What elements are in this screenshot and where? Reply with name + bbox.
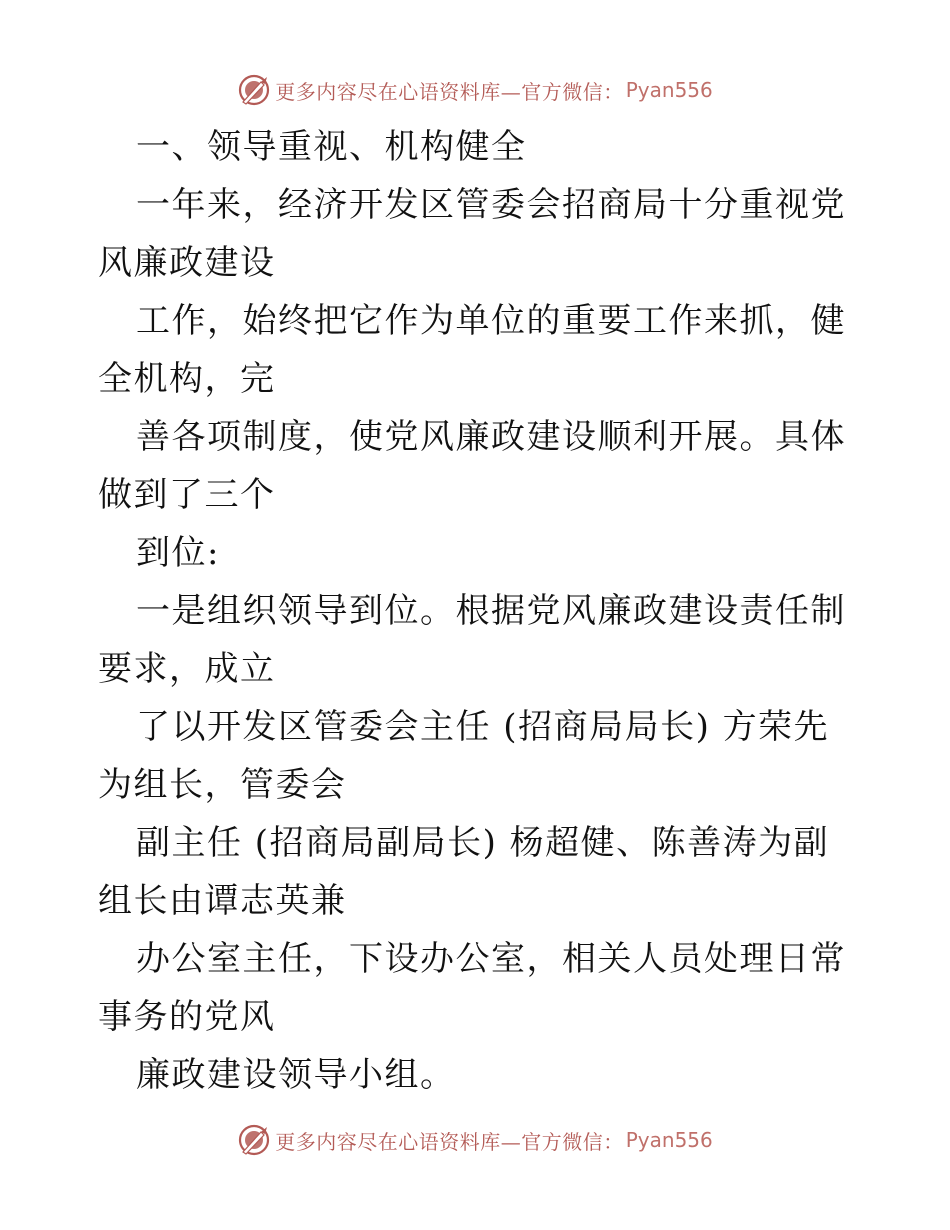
document-body	[98, 118, 858, 1104]
banner-text: 更多内容尽在心语资料库—官方微信：	[275, 1129, 624, 1154]
section-heading: 一、领导重视、机构健全	[136, 127, 527, 167]
footer-watermark-banner	[0, 1120, 950, 1160]
header-watermark-banner	[0, 70, 950, 110]
quill-pen-logo-icon	[237, 73, 271, 107]
banner-wechat-id: Pyan556	[625, 1128, 713, 1152]
paragraph-line: 一年来，经济开发区管委会招商局十分重视党风廉政建设	[98, 185, 846, 283]
banner-wechat-id: Pyan556	[625, 78, 713, 102]
banner-text: 更多内容尽在心语资料库—官方微信：	[275, 79, 624, 104]
paragraph-line: 一是组织领导到位。根据党风廉政建设责任制要求，成立	[98, 591, 846, 689]
paragraph-line: 善各项制度，使党风廉政建设顺利开展。具体做到了三个	[98, 417, 846, 515]
quill-pen-logo-icon	[237, 1123, 271, 1157]
paragraph-line: 廉政建设领导小组。	[136, 1055, 456, 1095]
paragraph-line: 工作，始终把它作为单位的重要工作来抓，健全机构，完	[98, 301, 846, 399]
paragraph-line: 了以开发区管委会主任 (招商局局长) 方荣先为组长，管委会	[98, 707, 830, 805]
paragraph-line: 办公室主任，下设办公室，相关人员处理日常事务的党风	[98, 939, 846, 1037]
paragraph-line: 副主任 (招商局副局长) 杨超健、陈善涛为副组长由谭志英兼	[98, 823, 830, 921]
paragraph-line: 到位:	[136, 533, 220, 573]
